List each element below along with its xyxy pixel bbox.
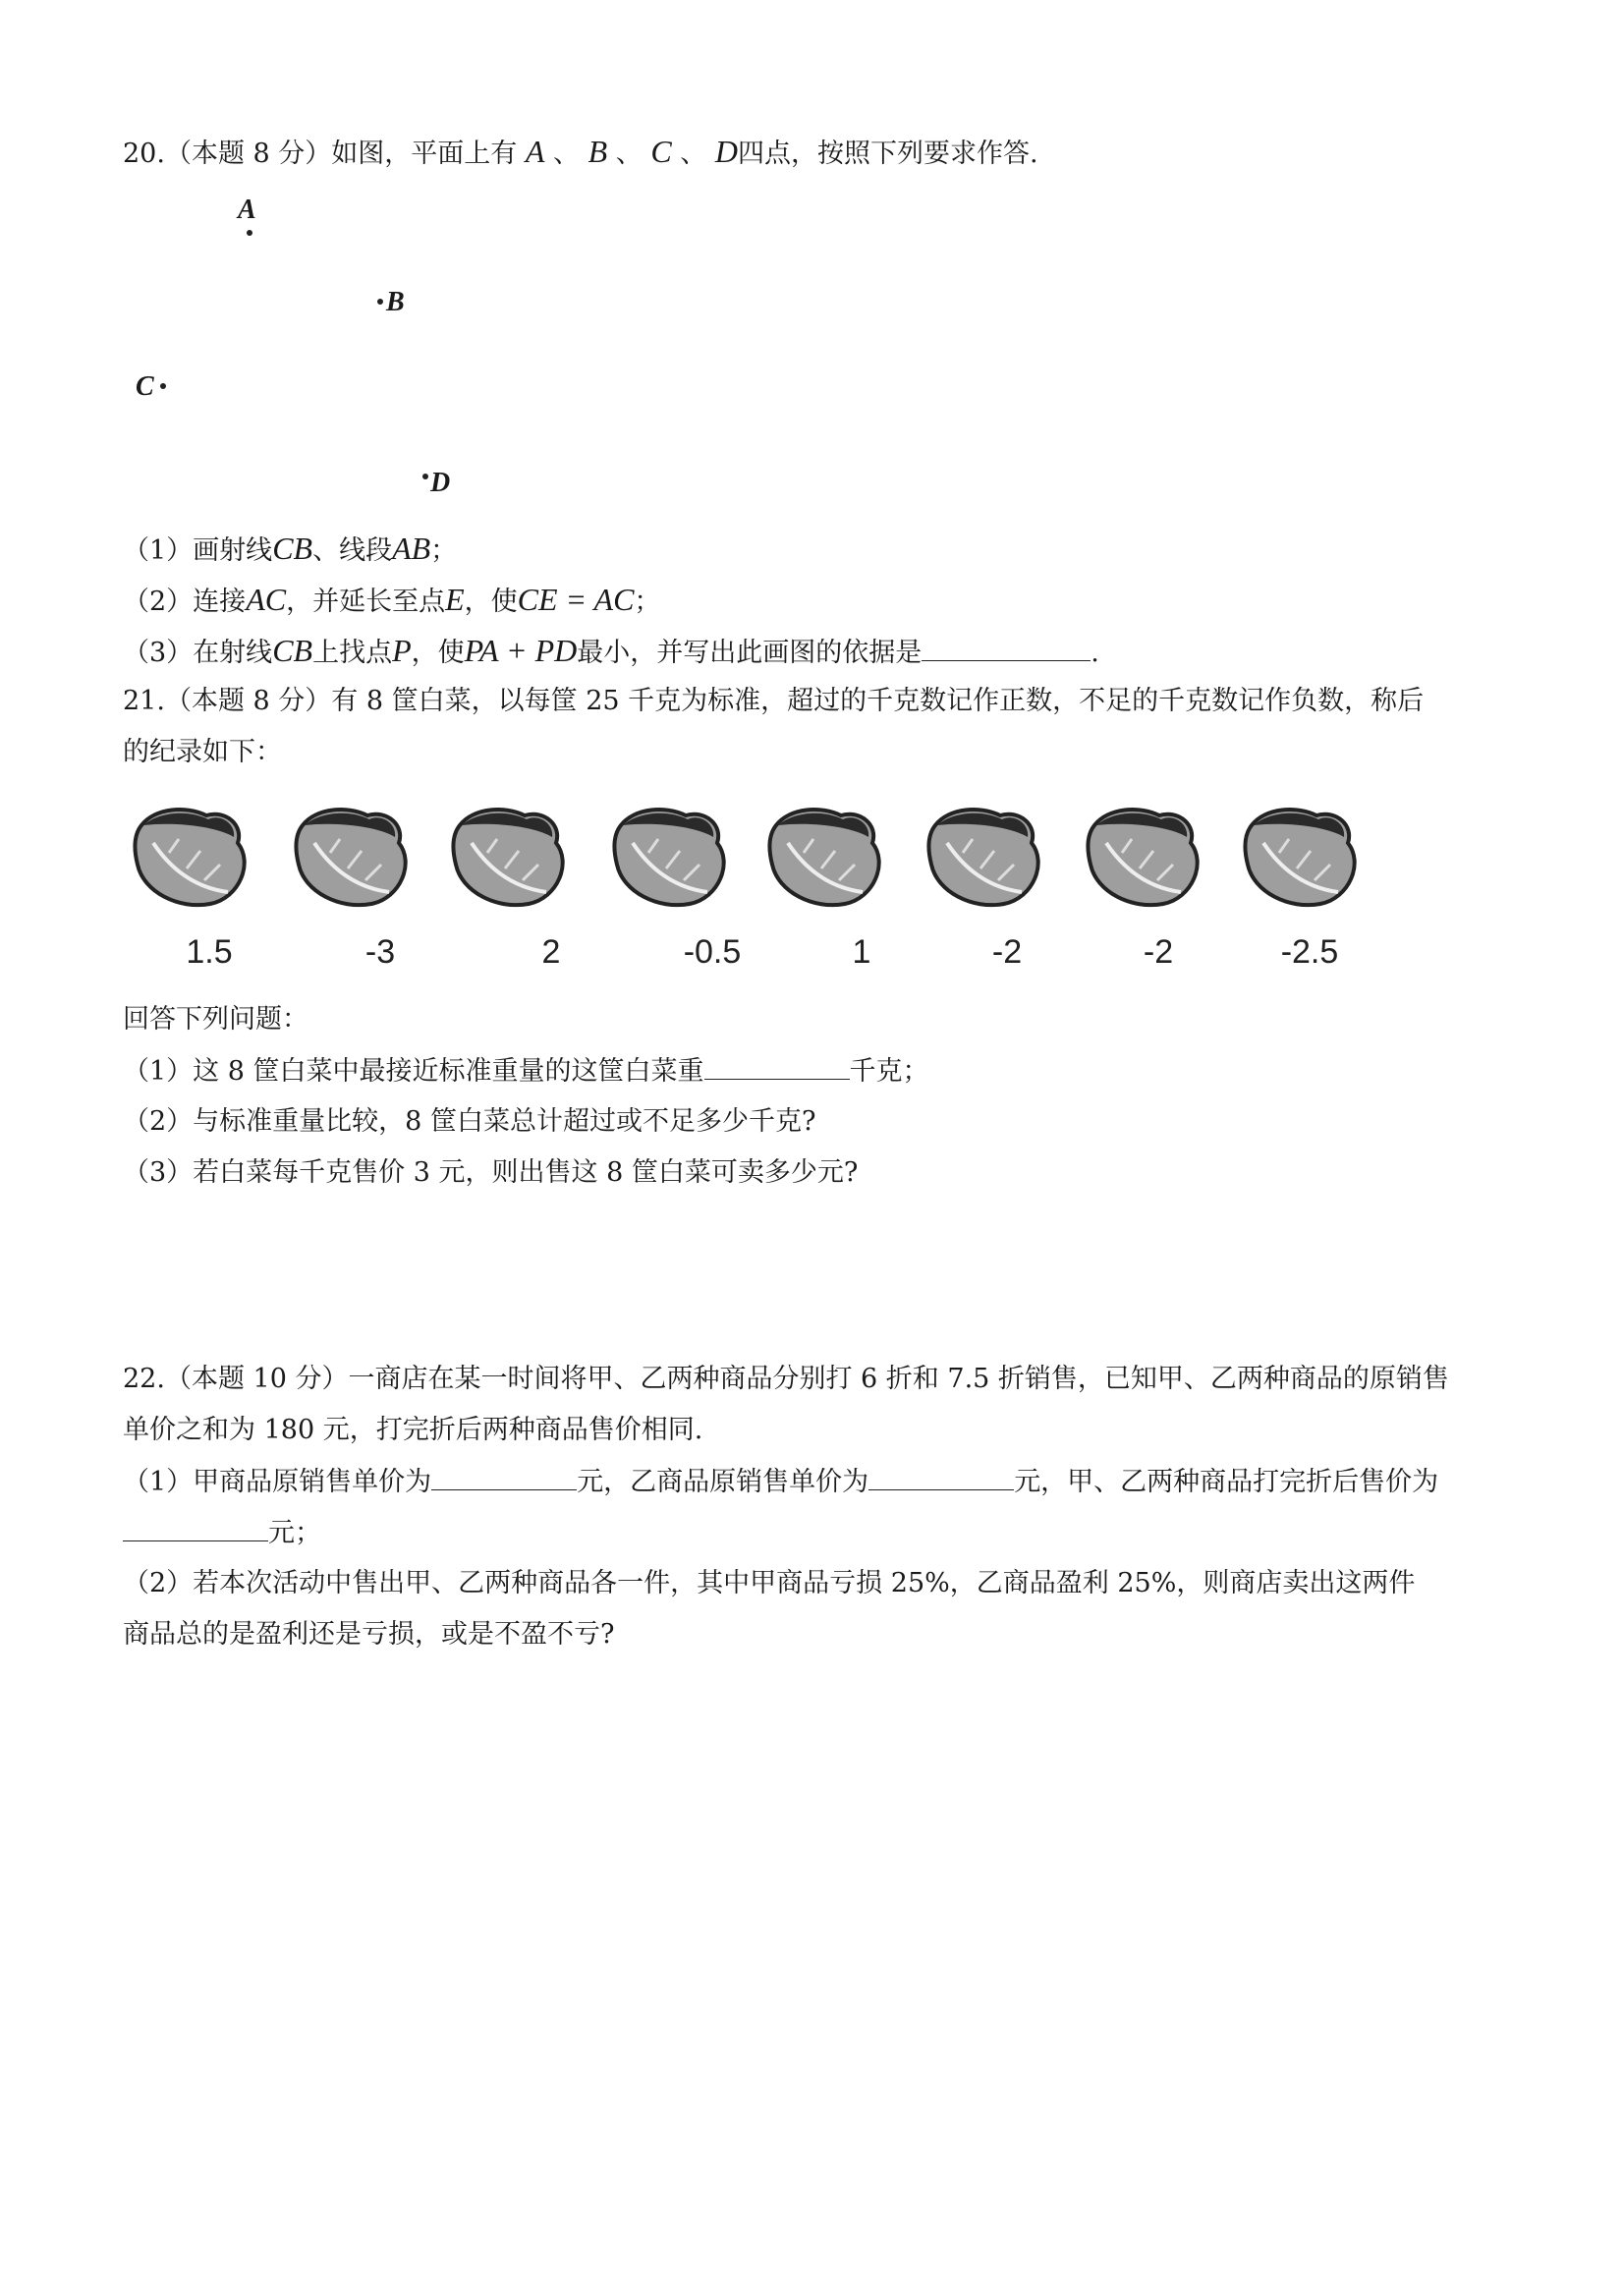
- cabbage-weight-2: -3: [364, 933, 396, 971]
- cabbage-icon: [130, 804, 257, 912]
- cabbage-weight-4: -0.5: [683, 933, 742, 971]
- q21-line-2: 的纪录如下：: [123, 737, 282, 767]
- cabbage-icon: [764, 804, 892, 912]
- cabbage-icon: [609, 804, 737, 912]
- cabbage-icon: [1083, 804, 1210, 912]
- q21-part-3: （3）若白菜每千克售价 3 元，则出售这 8 筐白菜可卖多少元?: [123, 1157, 859, 1188]
- q21-part-2: （2）与标准重量比较，8 筐白菜总计超过或不足多少千克?: [123, 1106, 816, 1137]
- point-a: [247, 230, 252, 236]
- point-label-c: C: [136, 371, 154, 402]
- cabbage-weight-6: -2: [991, 933, 1023, 971]
- cabbage-weight-7: -2: [1143, 933, 1174, 971]
- cabbage-icon: [291, 804, 419, 912]
- q22-part-2-line-1: （2）若本次活动中售出甲、乙两种商品各一件，其中甲商品亏损 25%，乙商品盈利 25%，则商店卖出这两件: [123, 1568, 1416, 1598]
- cabbage-weight-3: 2: [541, 933, 561, 971]
- cabbage-icon: [448, 804, 576, 912]
- answer-blank[interactable]: [922, 633, 1091, 661]
- q21-part-1: （1）这 8 筐白菜中最接近标准重量的这筐白菜重 千克；: [123, 1051, 929, 1092]
- point-label-a: A: [238, 195, 256, 225]
- point-b: [377, 299, 383, 305]
- point-d: [422, 474, 428, 479]
- answer-blank[interactable]: [431, 1462, 577, 1490]
- cabbage-icon: [923, 804, 1051, 912]
- cabbage-icon: [1240, 804, 1368, 912]
- q22-line-2: 单价之和为 180 元，打完折后两种商品售价相同.: [123, 1415, 703, 1445]
- q20-title: 20.（本题 8 分）如图，平面上有 A 、 B 、 C 、 D四点，按照下列要求作答.: [123, 134, 1038, 169]
- q20-part-1: （1）画射线CB、线段AB；: [123, 531, 458, 566]
- q22-part-2-line-2: 商品总的是盈利还是亏损，或是不盈不亏?: [123, 1619, 615, 1650]
- cabbage-weight-8: -2.5: [1280, 933, 1339, 971]
- cabbage-weight-1: 1.5: [186, 933, 233, 971]
- point-c: [160, 383, 166, 389]
- q20-part-2: （2）连接AC，并延长至点E，使CE = AC；: [123, 582, 661, 617]
- answer-blank[interactable]: [704, 1051, 850, 1080]
- cabbage-weight-5: 1: [852, 933, 871, 971]
- q22-part-1: （1）甲商品原销售单价为 元，乙商品原销售单价为 元，甲、乙两种商品打完折后售价为: [123, 1462, 1438, 1502]
- q22-part-1-cont: 元；: [123, 1513, 321, 1553]
- q21-line-1: 21.（本题 8 分）有 8 筐白菜，以每筐 25 千克为标准，超过的千克数记作正数，不足的千克数记作负数，称后: [123, 686, 1425, 716]
- q20-part-3: （3）在射线CB上找点P，使PA + PD最小，并写出此画图的依据是 .: [123, 633, 1099, 668]
- point-label-d: D: [430, 468, 451, 498]
- point-label-b: B: [386, 287, 405, 317]
- answer-blank[interactable]: [868, 1462, 1014, 1490]
- q22-line-1: 22.（本题 10 分）一商店在某一时间将甲、乙两种商品分别打 6 折和 7.5 折销售，已知甲、乙两种商品的原销售: [123, 1364, 1449, 1394]
- q21-answer-intro: 回答下列问题：: [123, 1004, 308, 1035]
- answer-blank[interactable]: [123, 1513, 268, 1541]
